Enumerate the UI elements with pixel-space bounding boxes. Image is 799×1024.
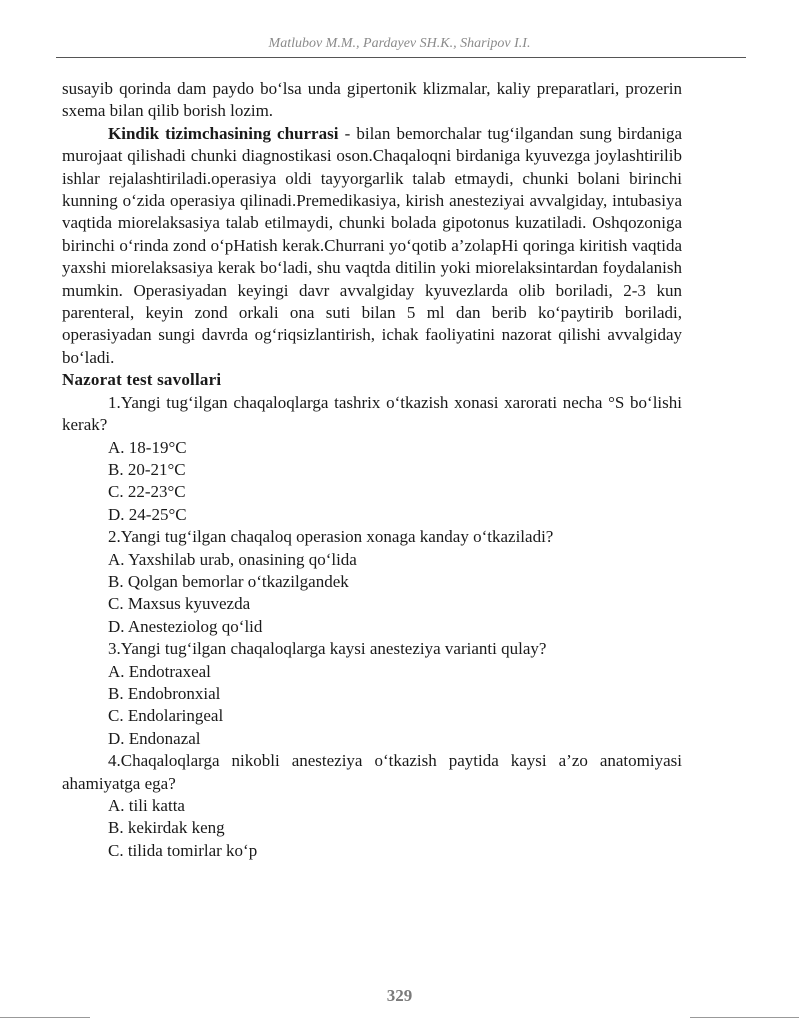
page-content xyxy=(62,78,682,862)
answer-option: B. 20-21°C xyxy=(108,459,186,479)
section-title: Nazorat test savollari xyxy=(62,370,222,390)
answer-option: D. Endonazal xyxy=(108,728,201,748)
answer-option: A. Yaxshilab urab, onasining qo‘lida xyxy=(108,549,357,569)
answer-option: C. 22-23°C xyxy=(108,482,186,502)
answer-option: B. Qolgan bemorlar o‘tkazilgandek xyxy=(108,571,349,591)
question-4 xyxy=(62,750,682,862)
header-divider xyxy=(56,57,746,58)
question-text: 1.Yangi tug‘ilgan chaqaloqlarga tashrix o‘tkazish xonasi xarorati necha °S bo‘lishi kerak? xyxy=(62,392,682,435)
answer-option: D. 24-25°C xyxy=(108,504,187,524)
answer-option: B. kekirdak keng xyxy=(108,818,225,838)
paragraph-2 xyxy=(62,123,682,369)
question-text: 3.Yangi tug‘ilgan chaqaloqlarga kaysi anesteziya varianti qulay? xyxy=(108,639,547,659)
running-header: Matlubov M.M., Pardayev SH.K., Sharipov I.I. xyxy=(268,36,531,51)
answer-option: A. Endotraxeal xyxy=(108,661,211,681)
question-text: 4.Chaqaloqlarga nikobli anesteziya o‘tkazish paytida kaysi a’zo anatomiyasi ahamiyatga ega? xyxy=(62,751,682,793)
question-1 xyxy=(62,392,682,526)
footer-divider-right xyxy=(690,1017,799,1018)
paragraph-1: susayib qorinda dam paydo bo‘lsa unda gipertonik klizmalar, kaliy preparatlari, prozerin sxema bilan qilib borish lozim. xyxy=(62,79,682,121)
answer-option: B. Endobronxial xyxy=(108,683,221,703)
answer-option: C. Maxsus kyuvezda xyxy=(108,594,251,614)
answer-option: A. tili katta xyxy=(108,796,185,815)
footer-divider-left xyxy=(0,1017,90,1018)
answer-option: C. Endolaringeal xyxy=(108,706,224,726)
page-number: 329 xyxy=(386,986,413,1005)
question-3 xyxy=(62,638,682,750)
question-text: 2.Yangi tug‘ilgan chaqaloq operasion xonaga kanday o‘tkaziladi? xyxy=(108,527,554,547)
answer-option: D. Anesteziolog qo‘lid xyxy=(108,616,263,636)
answer-option: A. 18-19°C xyxy=(108,437,187,457)
paragraph-2-text: - bilan bemorchalar tug‘ilgandan sung birdaniga murojaat qilishadi chunki diagnostikasi oson.Chaqaloqni birdaniga kyuvezga joylashtirilib ishlar rejalashtiriladi.operasiya oldi tayyorgarlik talab etmaydi, chunki bolani birinchi kunning o‘zida operasiya qilinadi.Premedikasiya, kirish anesteziyai avvalgiday, intubasiya vaqtida miorelaksasiya talab etilmaydi, chunki bolada gipotonus kuzatiladi. Oshqozoniga birinchi o‘rinda zond o‘pHatish kerak.Churrani yo‘qotib a’zolapHi qoringa kiritish vaqtida yaxshi miorelaksasiya kerak bo‘ladi, shu vaqtda ditilin yoki miorelaksintardan foydalanish mumkin. Operasiyadan keyingi davr avvalgiday kyuvezlarda olib boriladi, 2-3 kun parenteral, keyin zond orkali ona suti bilan 5 ml dan berib ko‘paytirib boriladi, operasiyadan sungi davrda og‘riqsizlantirish, ichak faoliyatini nazorat qilishi avvalgiday bo‘ladi. xyxy=(62,123,683,367)
answer-option: C. tilida tomirlar ko‘p xyxy=(108,840,258,860)
question-2 xyxy=(62,526,682,638)
paragraph-2-term: Kindik tizimchasining churrasi xyxy=(108,123,339,143)
